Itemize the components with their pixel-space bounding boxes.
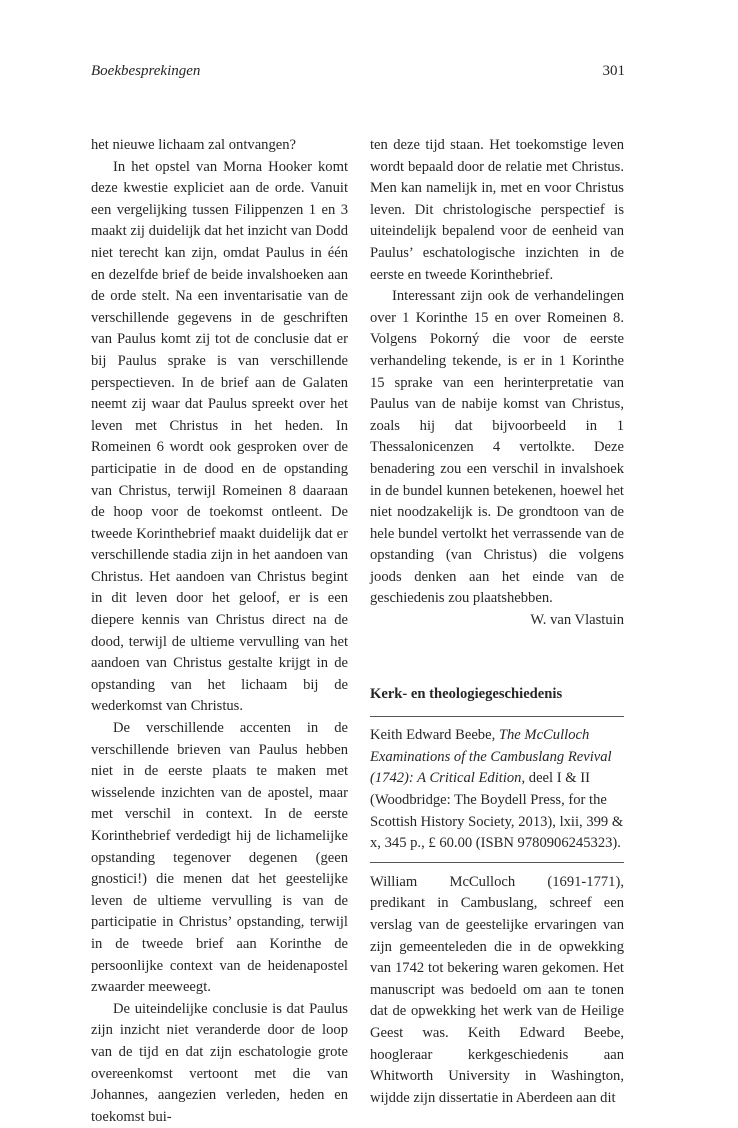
running-head — [91, 63, 625, 80]
left-column — [91, 135, 348, 1128]
reviewer-signature: W. van Vlastuin — [530, 612, 624, 629]
paragraph: De verschillende accenten in de verschillende brieven van Paulus hebben niet in de eerste plaats te maken met wisselende inzichten van de apostel, maar met verschil in context. In de eerste Korinthebrief verdedigt hij de lichamelijke opstanding tegenover degenen (geen gnostici!) die menen dat het geestelijke leven de ultieme vervulling is van de participatie in Christus’ opstanding, terwijl in de tweede brief aan Korinthe de persoonlijke context van de heidenapostel zwaarder meeweegt. — [91, 720, 348, 996]
paragraph: het nieuwe lichaam zal ontvangen? — [91, 137, 297, 153]
divider — [370, 716, 624, 717]
section-heading: Kerk- en theologiegeschiedenis — [370, 685, 563, 702]
page-number: 301 — [602, 63, 625, 79]
paragraph: William McCulloch (1691-1771), predikant in Cambuslang, schreef een verslag van de geestelijke ervaringen van zijn gemeenteleden die in de opwekking van 1742 tot bekering waren gekomen. Het manuscript was bedoeld om aan te tonen dat de opwekking het werk van de Heilige Geest was. Keith Edward Beebe, hoogleraar kerkgeschiedenis aan Whitworth University in Washington, wijdde zijn dissertatie in Aberdeen aan dit — [370, 873, 624, 1106]
paragraph: In het opstel van Morna Hooker komt deze kwestie expliciet aan de orde. Vanuit een vergelijking tussen Filippenzen 1 en 3 maakt zij duidelijk dat het inzicht van Dodd niet terecht kan zijn, omdat Paulus in één en dezelfde brief de beide invalshoeken aan de orde stelt. Na een inventarisatie van de verschillende gegevens in de geschriften van Paulus komt zij tot de conclusie dat er bij Paulus sprake is van verschillende perspectieven. In de brief aan de Galaten neemt zij waar dat Paulus spreekt over het leven met Christus in het heden. In Romeinen 6 wordt ook gesproken over de participatie in de dood en de opstanding van Christus, terwijl Romeinen 8 daaraan de hoop voor de toekomst ontleent. De tweede Korinthebrief maakt duidelijk dat er verschillende stadia zijn in het aandoen van Christus. Het aandoen van Christus begint in dit leven door het geloof, er is een diepere kennis van Christus direct na de dood, terwijl de ultieme vervulling van het aandoen van Christus gestalte krijgt in de opstanding van het lichaam bij de wederkomst van Christus. — [91, 158, 348, 715]
paragraph: Interessant zijn ook de verhandelingen over 1 Korinthe 15 en over Romeinen 8. Volgens Pokorný die voor de eerste verhandeling tekende, is er in 1 Korinthe 15 sprake van een herinterpretatie van Paulus van de nabije komst van Christus, zoals hij dat bijvoorbeeld in 1 Thessalonicenzen 4 vertolkte. Deze benadering zou een verschil in invalshoek in de bundel kunnen betekenen, hoewel het niet noodzakelijk is. De grondtoon van de hele bundel vertolkt het verrassende van de opstanding (van Christus) die volgens joods denken aan het einde van de geschiedenis zou plaatshebben. — [370, 288, 624, 607]
section-title: Boekbesprekingen — [91, 63, 201, 79]
paragraph: ten deze tijd staan. Het toekomstige leven wordt bepaald door de relatie met Christus. Men kan namelijk in, met en voor Christus leven. Dit christologische perspectief is uiteindelijk bepalend voor de eenheid van Paulus’ eschatologische inzichten in de eerste en tweede Korinthebrief. — [370, 137, 624, 283]
bib-details: , deel I & II (Woodbridge: The Boydell Press, for the Scottish History Society, 2013), lxii, 399 & x, 345 p., £ 60.00 (ISBN 9780906245323). — [370, 770, 624, 852]
right-column — [370, 135, 624, 1109]
bib-title: The McCulloch Examinations of the Cambuslang Revival (1742): A Critical Edition — [370, 727, 612, 787]
paragraph: De uiteindelijke conclusie is dat Paulus zijn inzicht niet veranderde door de loop van de tijd en dat zijn eschatologie grote overeenkomst vertoont met die van Johannes, aangezien verleden, heden en toekomst bui- — [91, 1000, 348, 1125]
bibliographic-entry — [370, 725, 624, 855]
divider — [370, 862, 624, 863]
bib-author: Keith Edward Beebe, — [370, 727, 499, 744]
